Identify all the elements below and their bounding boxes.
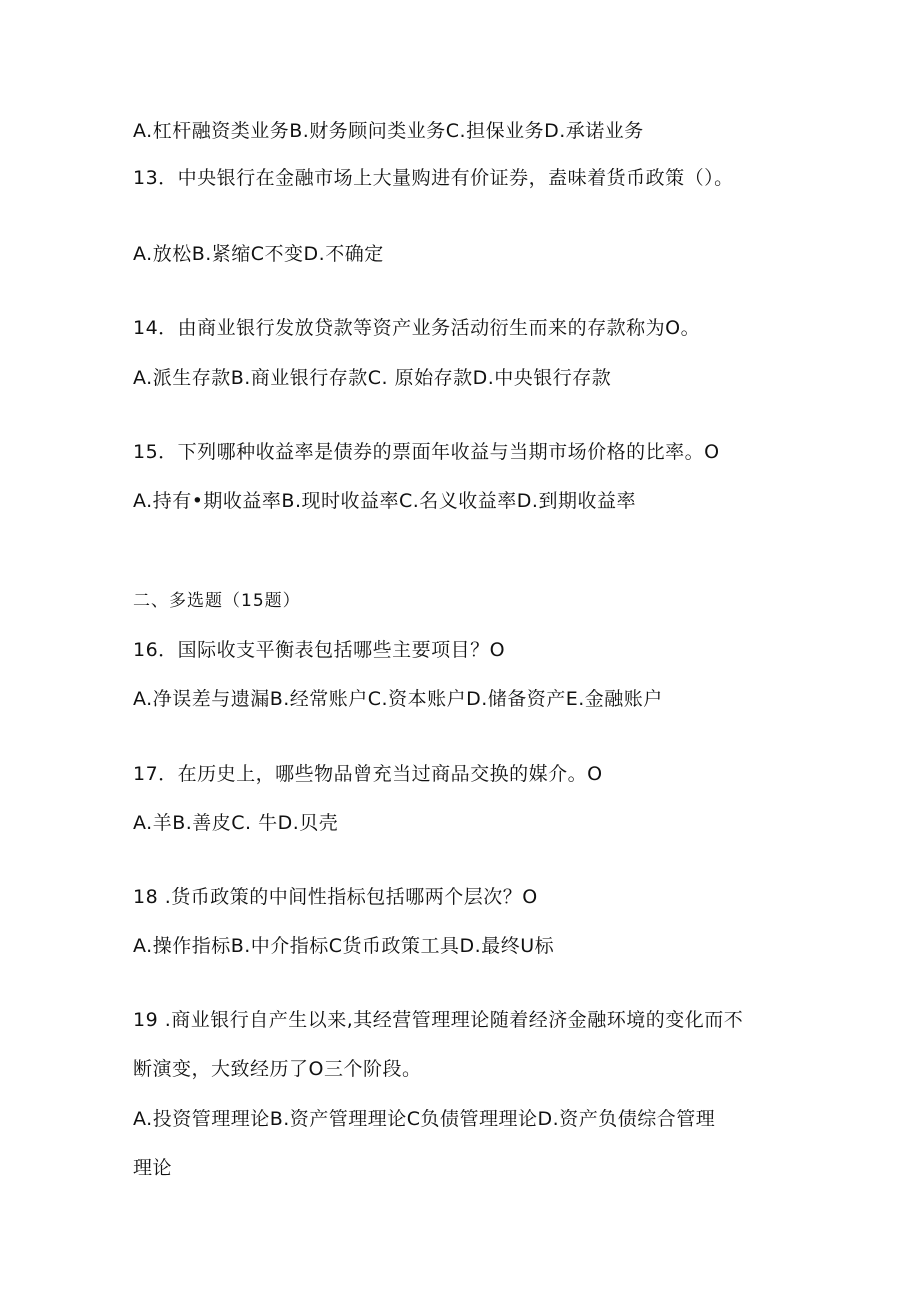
options-14: A.派生存款B.商业银行存款C. 原始存款D.中央银行存款 xyxy=(133,367,612,389)
question-15: 15．下列哪种收益率是债券的票面年收益与当期市场价格的比率。O xyxy=(133,441,720,463)
question-13: 13．中央银行在金融市场上大量购进有价证券，盍味着货币政策（）。 xyxy=(133,167,734,189)
question-19-line-2: 断演变，大致经历了O三个阶段。 xyxy=(133,1058,422,1080)
question-18: 18 .货币政策的中间性指标包括哪两个层次？O xyxy=(133,886,538,908)
options-18: A.操作指标B.中介指标C货币政策工具D.最终U标 xyxy=(133,935,555,957)
question-16: 16．国际收支平衡表包括哪些主要项目？O xyxy=(133,639,506,661)
options-17: A.羊B.善皮C. 牛D.贝壳 xyxy=(133,812,339,834)
options-line-12: A.杠杆融资类业务B.财务顾问类业务C.担保业务D.承诺业务 xyxy=(133,120,644,142)
question-17: 17．在历史上，哪些物品曾充当过商品交换的媒介。O xyxy=(133,763,603,785)
options-15: A.持有•期收益率B.现时收益率C.名义收益率D.到期收益率 xyxy=(133,490,636,512)
question-19-line-1: 19 .商业银行自产生以来,其经营管理理论随着经济金融环境的变化而不 xyxy=(133,1009,744,1031)
options-19-line-2: 理论 xyxy=(133,1157,173,1179)
options-16: A.净误差与遗漏B.经常账户C.资本账户D.储备资产E.金融账户 xyxy=(133,688,663,710)
section-heading-multiple-choice: 二、多选题（15题） xyxy=(133,591,301,611)
question-14: 14．由商业银行发放贷款等资产业务活动衍生而来的存款称为O。 xyxy=(133,317,701,339)
options-19-line-1: A.投资管理理论B.资产管理理论C负债管理理论D.资产负债综合管理 xyxy=(133,1108,716,1130)
options-13: A.放松B.紧缩C不变D.不确定 xyxy=(133,243,384,265)
